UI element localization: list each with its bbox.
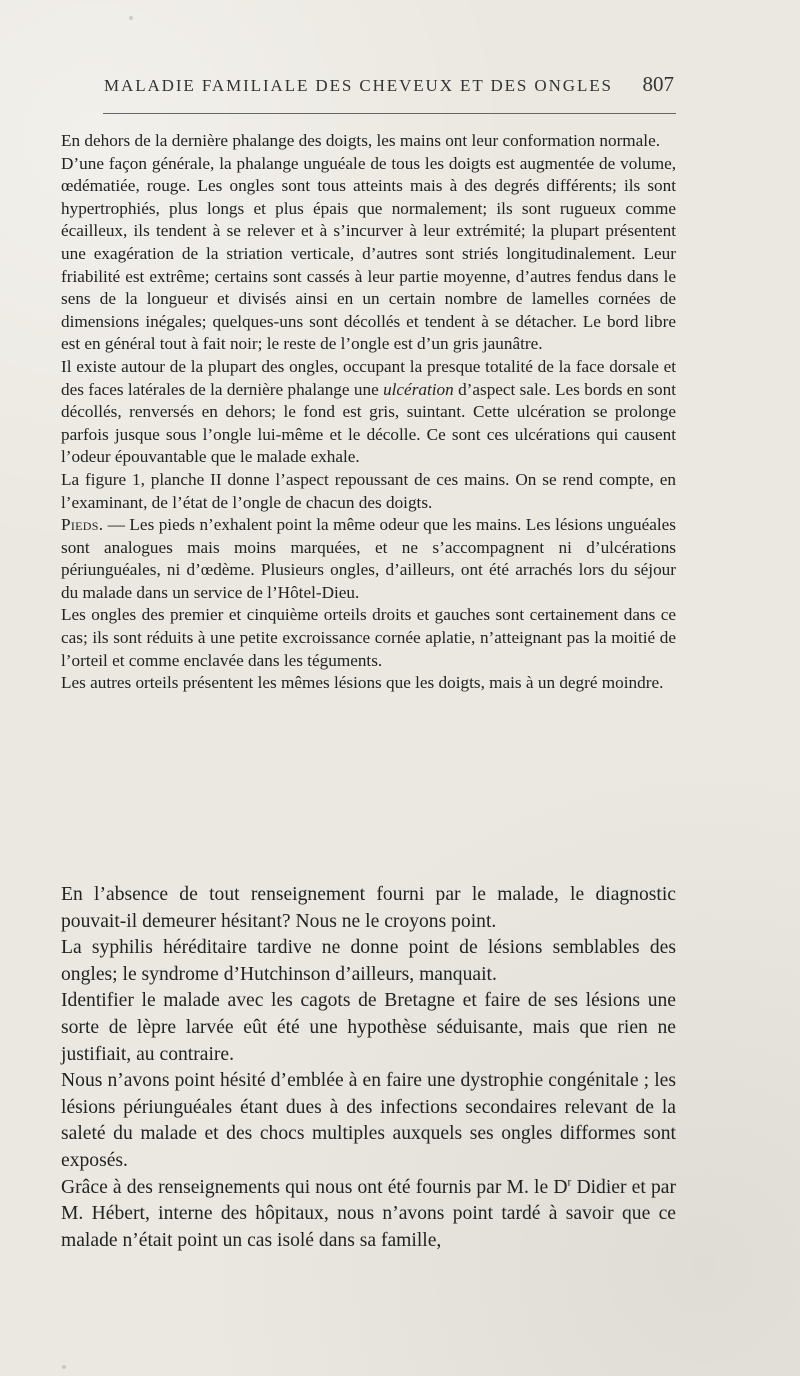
paragraph-family-case <box>61 1175 676 1255</box>
feet-section-label: Pieds. <box>61 515 104 535</box>
ulceration-term: ulcération <box>383 379 454 399</box>
paragraph-nail-lesions: D’une façon générale, la phalange unguéale de tous les doigts est augmentée de volume, œdématiée, rouge. Les ongles sont tous atteints mais à des degrés différents; ils sont hypertrophiés, plus longs et plus épais que normalement; ils sont rugueux comme écailleux, ils tendent à se relever et à s’incurver à leur extrémité; la plupart présentent une exagération de la striation verticale, d’autres sont striés longitudinalement. Leur friabilité est extrême; certains sont cassés à leur partie moyenne, d’autres fendus dans le sens de la longueur et divisés ainsi en un certain nombre de lamelles cornées de dimensions inégales; quelques-uns sont décollés et tendent à se détacher. Le bord libre est en général tout à fait noir; le reste de l’ongle est d’un gris jaunâtre. <box>61 153 676 354</box>
ulceration-text-end: d’aspect sale. Les bords en sont décollés, renversés en dehors; le fond est gris, suintant. Cette ulcération se prolonge parfois jusque sous l’ongle lui-même et le décolle. Ce sont ces ulcérations qui causent l’odeur épouvantable que le malade exhale. <box>61 379 676 467</box>
feet-section-text: — Les pieds n’exhalent point la même odeur que les mains. Les lésions unguéales sont analogues mais moins marquées, et ne s’accompagnent ni d’ulcérations périunguéales, ni d’œdème. Plusieurs ongles, d’ailleurs, ont été arrachés lors du séjour du malade dans un service de l’Hôtel-Dieu. <box>61 515 676 602</box>
doctor-superscript: r <box>567 1176 572 1188</box>
page-header <box>104 72 676 102</box>
header-rule <box>103 113 676 114</box>
paragraph-other-toes: Les autres orteils présentent les mêmes lésions que les doigts, mais à un degré moindre. <box>61 673 664 693</box>
paper-speck <box>129 16 133 20</box>
paragraph-feet <box>61 514 676 604</box>
ulceration-text-start: Il existe autour de la plupart des ongles, occupant la presque totalité de la face dorsale et des faces latérales de la dernière phalange une <box>61 356 676 399</box>
family-case-text-end: Didier et par M. Hébert, interne des hôpitaux, nous n’avons point tardé à savoir que ce malade n’était point un cas isolé dans sa famille, <box>61 1176 676 1251</box>
clinical-description-text <box>61 130 676 695</box>
paragraph-cagots: Identifier le malade avec les cagots de Bretagne et faire de ses lésions une sorte de lèpre larvée eût été une hypothèse séduisante, mais que rien ne justifiait, au contraire. <box>61 990 676 1065</box>
running-title: MALADIE FAMILIALE DES CHEVEUX ET DES ONGLES <box>104 76 613 95</box>
paragraph-dystrophy: Nous n’avons point hésité d’emblée à en faire une dystrophie congénitale ; les lésions périunguéales étant dues à des infections secondaires relevant de la saleté du malade et des chocs multiples auxquels ses ongles difformes sont exposés. <box>61 1070 676 1171</box>
paragraph-diagnosis-question: En l’absence de tout renseignement fourni par le malade, le diagnostic pouvait-il demeurer hésitant? Nous ne le croyons point. <box>61 884 676 932</box>
paper-speck <box>62 1365 66 1369</box>
paragraph-ulceration <box>61 356 676 469</box>
paragraph-hands-normal: En dehors de la dernière phalange des doigts, les mains ont leur conformation normale. <box>61 131 660 150</box>
paragraph-syphilis: La syphilis héréditaire tardive ne donne point de lésions semblables des ongles; le syndrome d’Hutchinson d’ailleurs, manquait. <box>61 937 676 985</box>
page-number: 807 <box>642 72 674 96</box>
diagnostic-discussion-text <box>61 882 676 1254</box>
paragraph-figure-reference: La figure 1, planche II donne l’aspect repoussant de ces mains. On se rend compte, en l’examinant, de l’état de l’ongle de chacun des doigts. <box>61 469 676 512</box>
paragraph-toenails: Les ongles des premier et cinquième orteils droits et gauches sont certainement dans ce cas; ils sont réduits à une petite excroissance cornée aplatie, n’atteignant pas la moitié de l’orteil et comme enclavée dans les téguments. <box>61 605 676 670</box>
family-case-text-start: Grâce à des renseignements qui nous ont été fournis par M. le D <box>61 1176 568 1198</box>
